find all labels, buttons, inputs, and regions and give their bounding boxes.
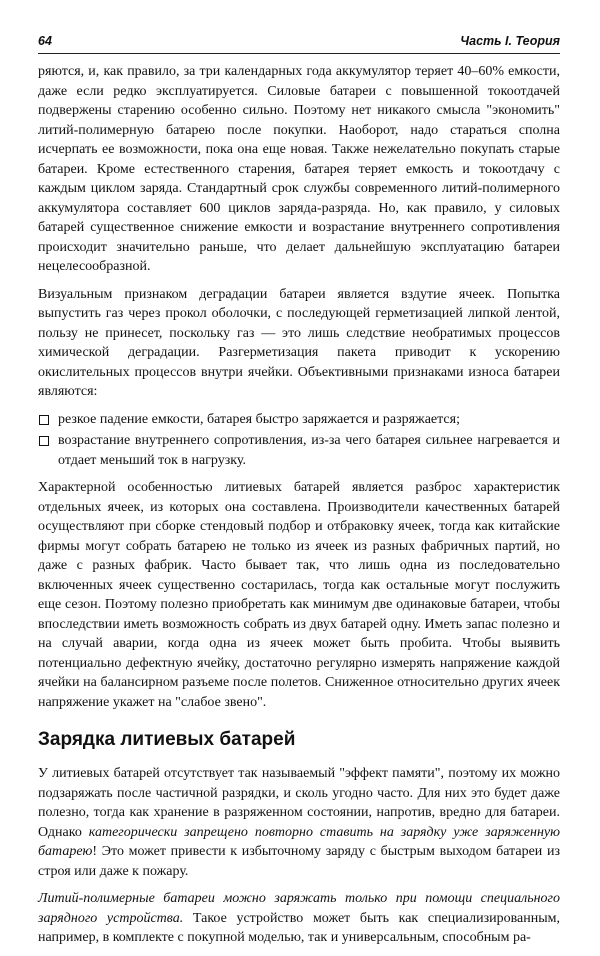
paragraph-cell-spread: Характерной особенностью литиевых батарей является разброс характеристик отдельных ячеек, из которых она составлена. Производители качественных батарей осуществляют при сборке стендовый подбор и отбраковку ячеек, тогда как китайские фирмы могут собрать батарею не только из ячеек из разных фабричных партий, но даже с разных фабрик. Часто бывает так, что лишь одна из последовательно включенных ячеек существенно состарилась, тогда как остальные могут послужить еще сезон. Поэтому полезно приобретать как минимум две одинаковые батареи, чтобы впоследствии иметь возможность собрать из двух батарей одну. Иметь запас полезно и на случай аварии, когда одна из ячеек может быть пробита. Чтобы выявить потенциально дефектную ячейку, достаточно регулярно измерять напряжение каждой ячейки на балансирном разъеме после полетов. Сниженное относительно других ячеек напряжение укажет на "слабое звено". <box>38 480 560 710</box>
header-rule <box>38 53 560 54</box>
page-number: 64 <box>38 34 52 48</box>
list-item-text: возрастание внутреннего сопротивления, из-за чего батарея сильнее нагревается и отдает меньший ток в нагрузку. <box>58 433 560 468</box>
text-run: Такое устройство может быть как специализированным, например, в комплекте с покупной моделью, так и универсальным, способным ра- <box>38 910 560 945</box>
paragraph-no-memory-effect <box>38 764 560 881</box>
paragraph-degradation-signs: Визуальным признаком деградации батареи является вздутие ячеек. Попытка выпустить газ через прокол оболочки, с последующей герметизацией липкой лентой, пользу не принесет, поскольку газ — это лишь следствие необратимых процессов химической деградации. Разгерметизация пакета приводит к ускорению окислительных процессов внутри ячейки. Объективными признаками износа батареи являются: <box>38 286 560 399</box>
checkbox-bullet-icon <box>39 436 49 446</box>
section-heading: Зарядка литиевых батарей <box>38 729 296 750</box>
text-run: ! Это может привести к избыточному заряду с быстрым выходом батареи из строя или даже к пожару. <box>38 844 560 879</box>
text-run: У литиевых батарей отсутствует так называемый "эффект памяти", поэтому их можно подзаряжать после частичной разрядки, и сколь угодно часто. Для них это будет даже полезно, тогда как хранение в разряженном состоянии, напротив, вредно для батареи. Однако <box>38 766 560 840</box>
list-item <box>38 410 560 430</box>
list-item-text: резкое падение емкости, батарея быстро заряжается и разряжается; <box>58 411 460 427</box>
running-head: Часть I. Теория <box>460 34 560 48</box>
page-header <box>38 34 560 52</box>
emphasis-charger: Литий-полимерные батареи можно заряжать только при помощи специального зарядного устройства. <box>38 891 560 926</box>
paragraph-charger <box>38 889 560 948</box>
list-item <box>38 431 560 470</box>
page-body <box>38 62 560 956</box>
checkbox-bullet-icon <box>39 415 49 425</box>
wear-indicators-list <box>38 410 560 471</box>
paragraph-battery-aging: ряются, и, как правило, за три календарных года аккумулятор теряет 40–60% емкости, даже если редко эксплуатируется. Силовые батареи с повышенной токоотдачей подвержены старению особенно сильно. Поэтому нет никакого смысла "экономить" литий-полимерную батарею после покупки. Наоборот, надо стараться сполна исчерпать ее возможности, пока она еще новая. Также нежелательно покупать старые батареи. Кроме естественного старения, батарея теряет емкость и токоотдачу с каждым циклом заряда. Стандартный срок службы современного литий-полимерного аккумулятора составляет 600 циклов заряда-разряда. Но, как правило, у силовых батарей существенное снижение емкости и возрастание внутреннего сопротивления происходит значительно раньше, что делает дальнейшую эксплуатацию батареи нецелесообразной. <box>38 64 560 274</box>
emphasis-warning: категорически запрещено повторно ставить на зарядку уже заряженную батарею <box>38 824 560 859</box>
